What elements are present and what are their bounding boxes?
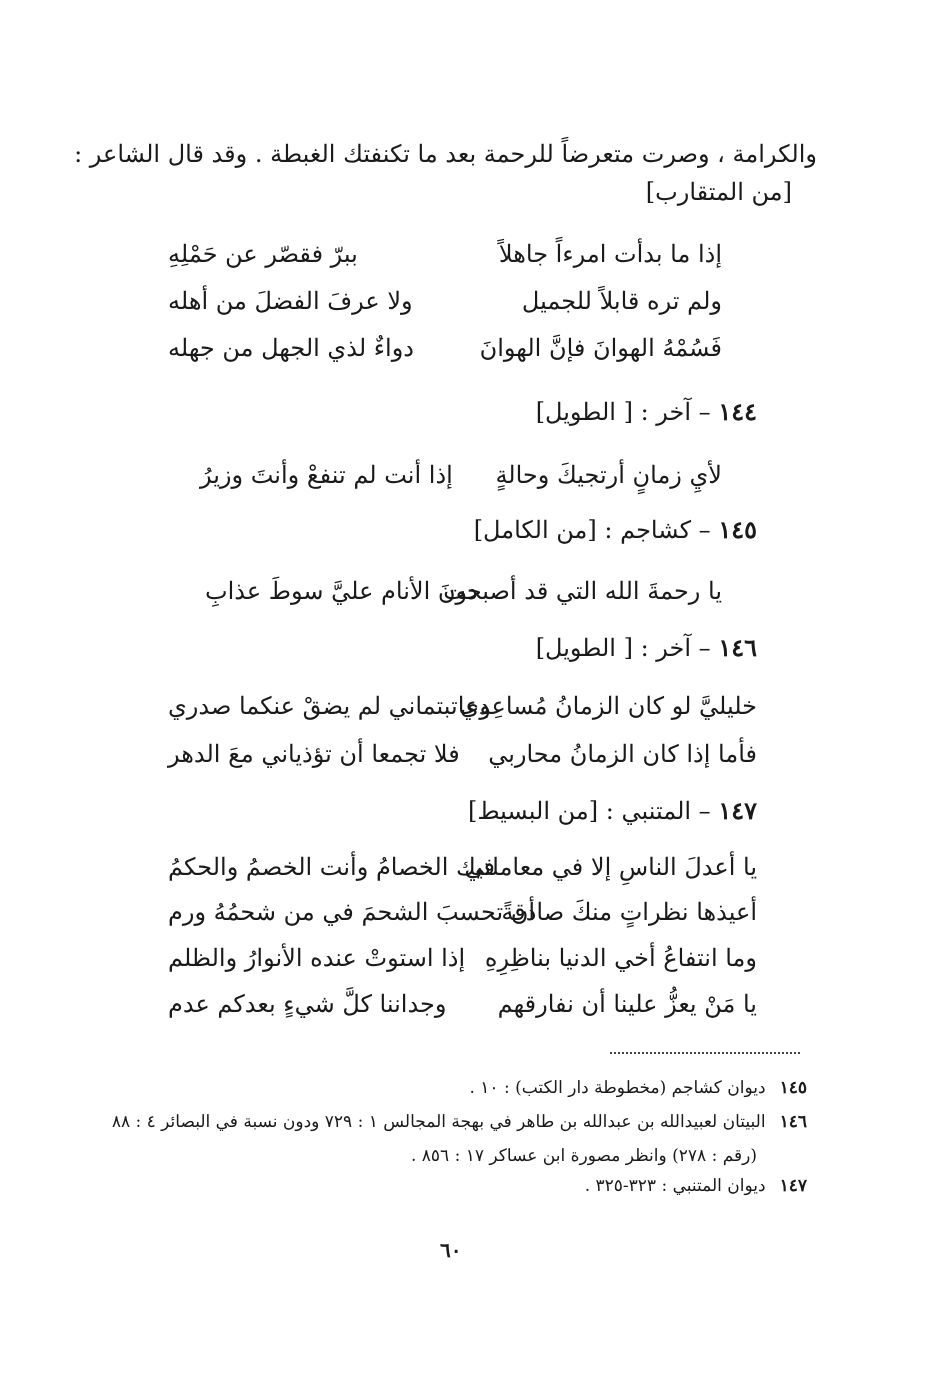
footnote-number: ١٤٧ bbox=[779, 1176, 807, 1196]
hemistich-first: وما انتفاعُ أخي الدنيا بناظِرِهِ bbox=[484, 944, 757, 972]
footnote-text: البيتان لعبيدالله بن عبدالله بن طاهر في بهجة المجالس ١ : ٧٢٩ ودون نسبة في البصائر ٤ : ٨٨ bbox=[111, 1112, 766, 1132]
poem1-verse-2 bbox=[0, 287, 947, 327]
meter-label: [من المتقارب] bbox=[645, 178, 792, 206]
hemistich-second: ببرّ فقصّر عن حَمْلِهِ bbox=[168, 240, 358, 268]
hemistich-second: ولا عرفَ الفضلَ من أهله bbox=[168, 287, 413, 315]
hemistich-first: فأما إذا كان الزمانُ محاربي bbox=[488, 740, 757, 768]
section-146-verse-2 bbox=[0, 740, 947, 780]
footnote-147 bbox=[585, 1176, 807, 1196]
hemistich-second: وجداننا كلَّ شيءٍ بعدكم عدم bbox=[168, 990, 447, 1018]
section-147-verse-3 bbox=[0, 944, 947, 984]
hemistich-first: أعيذها نظراتٍ منكَ صادقةً bbox=[501, 898, 757, 926]
section-145-verse-1 bbox=[0, 577, 947, 617]
section-number: ١٤٤ bbox=[718, 397, 757, 426]
footnote-number: ١٤٦ bbox=[779, 1112, 807, 1132]
section-147-verse-4 bbox=[0, 990, 947, 1030]
hemistich-second: وعاتبتماني لم يضقْ عنكما صدري bbox=[168, 692, 491, 720]
section-title: – آخر : [ الطويل] bbox=[535, 634, 711, 662]
hemistich-first: فَسُمْهُ الهوانَ فإنَّ الهوانَ bbox=[479, 334, 722, 362]
hemistich-first: إذا ما بدأت امرءاً جاهلاً bbox=[498, 240, 722, 268]
hemistich-first: خليليَّ لو كان الزمانُ مُساعِدِي bbox=[460, 692, 757, 720]
poem1-verse-3 bbox=[0, 334, 947, 374]
poem1-verse-1 bbox=[0, 240, 947, 280]
section-145-heading bbox=[474, 516, 757, 545]
page-number: ٦٠ bbox=[440, 1238, 462, 1262]
hemistich-second: أن تحسبَ الشحمَ في من شحمُهُ ورم bbox=[168, 898, 536, 926]
footnote-145 bbox=[469, 1078, 807, 1098]
section-147-verse-1 bbox=[0, 853, 947, 893]
intro-line-1: والكرامة ، وصرت متعرضاً للرحمة بعد ما تكنفتك الغبطة . وقد قال الشاعر : bbox=[74, 140, 817, 168]
section-147-heading bbox=[468, 797, 757, 826]
footnote-146-continued bbox=[411, 1146, 757, 1166]
hemistich-second: إذا استوتْ عنده الأنوارُ والظلم bbox=[168, 944, 466, 972]
hemistich-second: دواءٌ لذي الجهل من جهله bbox=[168, 334, 414, 362]
hemistich-second: دونَ الأنام عليَّ سوطَ عذابِ bbox=[205, 577, 478, 605]
footnote-146 bbox=[112, 1112, 807, 1132]
section-title: – آخر : [ الطويل] bbox=[535, 398, 711, 426]
section-147-verse-2 bbox=[0, 898, 947, 938]
hemistich-first: يا أعدلَ الناسِ إلا في معاملتي bbox=[464, 853, 757, 881]
section-number: ١٤٦ bbox=[718, 633, 757, 662]
footnote-text: ديوان المتنبي : ٣٢٣-٣٢٥ . bbox=[584, 1176, 766, 1196]
hemistich-first: ولم تره قابلاً للجميل bbox=[521, 287, 722, 315]
section-title: – المتنبي : [من البسيط] bbox=[467, 797, 711, 825]
section-number: ١٤٥ bbox=[718, 515, 757, 544]
section-number: ١٤٧ bbox=[718, 796, 757, 825]
section-144-verse-1 bbox=[0, 461, 947, 501]
hemistich-first: يا مَنْ يعزُّ علينا أن نفارقهم bbox=[497, 990, 757, 1018]
section-title: – كشاجم : [من الكامل] bbox=[473, 516, 711, 544]
hemistich-second: إذا أنت لم تنفعْ وأنتَ وزيرُ bbox=[200, 461, 453, 489]
hemistich-second: فلا تجمعا أن تؤذياني معَ الدهر bbox=[168, 740, 460, 768]
footnote-number: ١٤٥ bbox=[779, 1078, 807, 1098]
footnote-separator bbox=[610, 1052, 800, 1054]
hemistich-first: يا رحمةَ الله التي قد أصبحت bbox=[443, 577, 722, 605]
section-146-heading bbox=[536, 634, 757, 663]
hemistich-first: لأيِ زمانٍ أرتجيكَ وحالةٍ bbox=[495, 461, 722, 489]
section-146-verse-1 bbox=[0, 692, 947, 732]
hemistich-second: فيك الخصامُ وأنت الخصمُ والحكمُ bbox=[168, 853, 495, 881]
footnote-text: ديوان كشاجم (مخطوطة دار الكتب) : ١٠ . bbox=[469, 1078, 766, 1098]
footnote-text: (رقم : ٢٧٨) وانظر مصورة ابن عساكر ١٧ : ٨٥٦ . bbox=[410, 1146, 757, 1166]
section-144-heading bbox=[536, 398, 757, 427]
